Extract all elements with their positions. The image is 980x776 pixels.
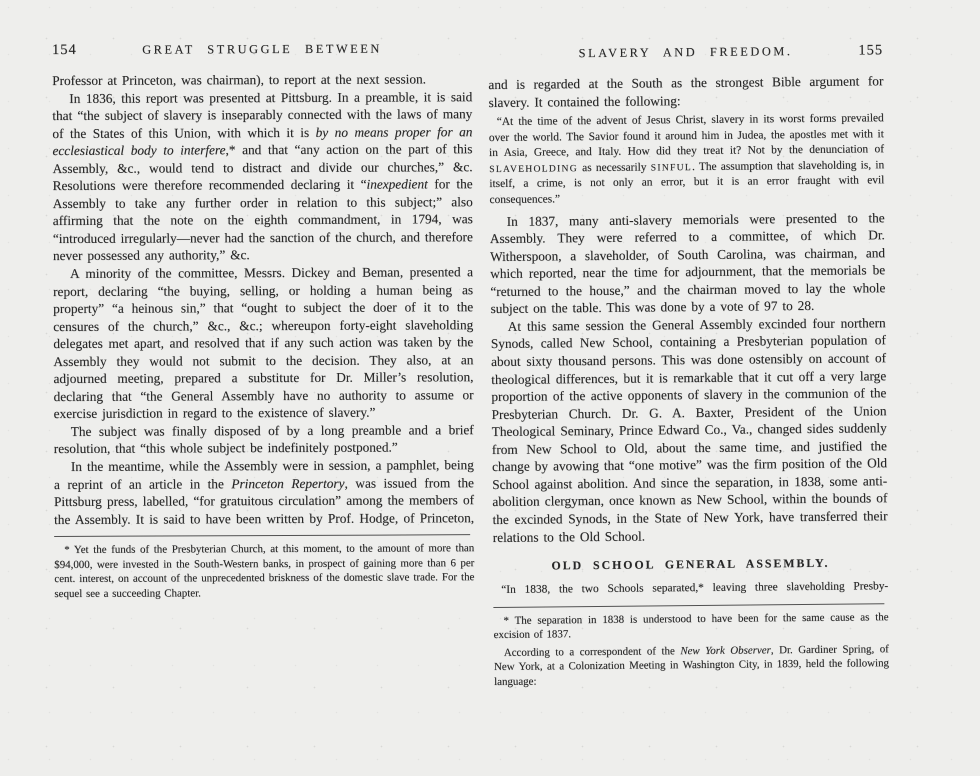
footnote-divider-right [493, 603, 884, 608]
paragraph-1836-report: In 1836, this report was presented at Pittsburg. In a preamble, it is said that “the subject of slavery is inseparably connected with the laws of many of the States of this Union, with which it is by no means proper for an ecclesiastical body to interfere,* and that “any action on the part of this Assembly, &c., would tend to distract and divide our churches,” &c. Resolutions were therefore recommended declaring it “inexpedient for the Assembly to take any further order in relation to this subject;” also affirming that the note on the eighth commandment, in 1794, was “introduced irregularly—never had the sanction of the church, and therefore never possessed any authority,” &c. [52, 88, 473, 264]
paragraph-minority-report: A minority of the committee, Messrs. Dickey and Beman, presented a report, declaring “the buying, selling, or holding a human being as property” “a heinous sin,” that “ought to subject the doer of it to the censures of the church,” &c., &c.; whereupon forty-eight slaveholding delegates met apart, and resolved that if any such action was taken by the Assembly they would not submit to the decision. They also, at an adjourned meeting, prepared a substitute for Dr. Miller’s resolution, declaring that “the General Assembly have no authority to assume or exercise jurisdiction in regard to the existence of slavery.” [53, 264, 474, 422]
section-quote-1838: “In 1838, the two Schools separated,* leaving three slaveholding Presby- [501, 580, 889, 596]
paragraph-continuation: Professor at Princeton, was chairman), to report at the next session. [52, 71, 427, 88]
footnote-right-observer: According to a correspondent of the New York Observer, Dr. Gardiner Spring, of New York, at a Colonization Meeting in Washington City, in 1839, held the following language: [493, 642, 890, 688]
page-number-left: 154 [52, 41, 77, 58]
block-quote-bible-argument: “At the time of the advent of Jesus Christ, slavery in its worst forms prevailed over the world. The Savior found it around him in Judea, the apostles met with it in Asia, Greece, and Italy. How did they treat it? Not by the denunciation of SLAVEHOLDING as necessarily SINFUL. The assumption that slaveholding is, in itself, a crime, is not only an error, but it is an error fraught with evil consequences.” [488, 112, 885, 207]
footnote-right-separation: * The separation in 1838 is understood to have been for the same cause as the excision of 1837. [493, 610, 889, 642]
section-heading-old-school: OLD SCHOOL GENERAL ASSEMBLY. [551, 555, 830, 573]
running-title-right: SLAVERY AND FREEDOM. [578, 44, 793, 61]
footnote-left: * Yet the funds of the Presbyterian Church, at this moment, to the amount of more than $94,000, were invested in the South-Western banks, in prospect of gaining more than 6 per cent. interest, on account of the unprecedented briskness of the domestic slave trade. For the sequel see a succeeding Chapter. [54, 542, 475, 600]
running-title-left: GREAT STRUGGLE BETWEEN [142, 41, 382, 57]
page-left [52, 40, 474, 604]
running-head-right [488, 42, 883, 63]
footnote-divider-left [54, 534, 470, 537]
page-number-right: 155 [858, 42, 884, 59]
paragraph-subject-disposed: The subject was finally disposed of by a long preamble and a brief resolution, that “this whole subject be indefinitely postponed.” [53, 422, 474, 457]
running-head-left [52, 40, 472, 59]
paragraph-synods-excinded: At this same session the General Assembly excinded four northern Synods, called New School, containing a Presbyterian population of about sixty thousand persons. This was done ostensibly on account of theological differences, but it is remarkable that it cut off a very large proportion of the active opponents of slavery in the communion of the Presbyterian Church. Dr. G. A. Baxter, President of the Union Theological Seminary, Prince Edward Co., Va., changed sides suddenly from New School to Old, about the same time, and justified the change by avowing that “one motive” was the firm position of the Old School against abolition. And since the separation, in 1838, some anti-abolition clergyman, once known as New School, within the bounds of the excinded Synods, in the State of New York, have transferred their relations to the Old School. [490, 315, 888, 545]
paragraph-continuation-right: and is regarded at the South as the strongest Bible argument for slavery. It contained the following: [488, 73, 884, 110]
page-right [488, 42, 889, 692]
paragraph-1837-memorials: In 1837, many anti-slavery memorials were presented to the Assembly. They were referred to a committee, of which Dr. Witherspoon, a slaveholder, of South Carolina, was chairman, and which reported, near the time for adjournment, that the memorials be “returned to the house,” and the chairman moved to lay the whole subject on the table. This was done by a vote of 97 to 28. [489, 209, 886, 317]
paragraph-pamphlet: In the meantime, while the Assembly were in session, a pamphlet, being a reprint of an article in the Princeton Repertory, was issued from the Pittsburg press, labelled, “for gratuitous circulation” among the members of the Assembly. It is said to have been written by Prof. Hodge, of Princeton, [53, 457, 475, 527]
